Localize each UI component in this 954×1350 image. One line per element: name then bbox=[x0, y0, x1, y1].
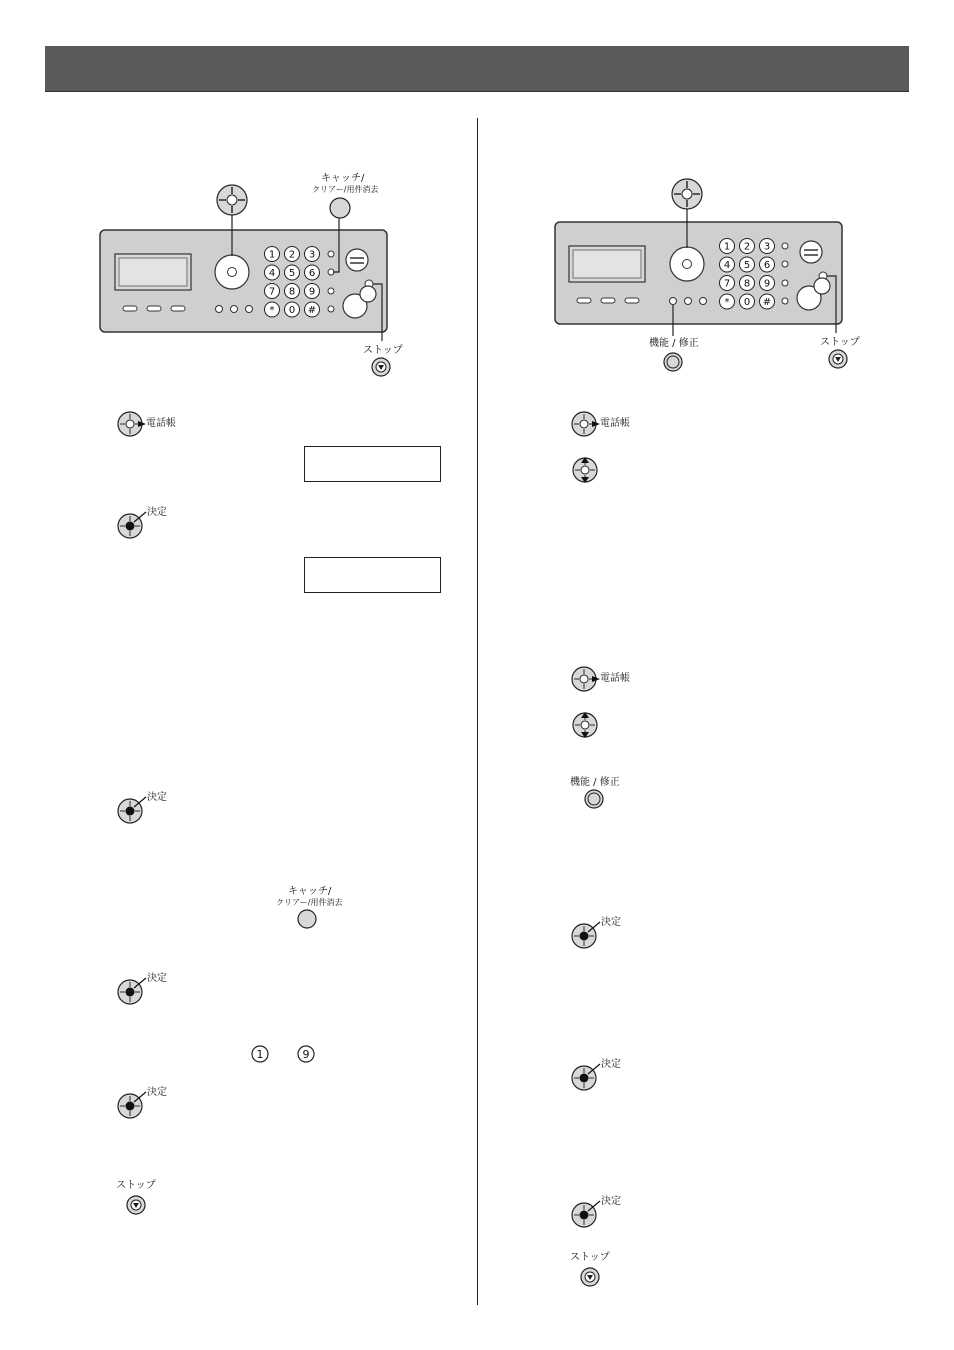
clear-label: クリアー/用件消去 bbox=[276, 898, 343, 907]
stop-button[interactable] bbox=[828, 349, 848, 369]
key-label: 1 bbox=[256, 1048, 264, 1061]
key-11-button[interactable] bbox=[740, 294, 755, 309]
navigator-icon bbox=[671, 178, 703, 210]
key-label: 8 bbox=[743, 278, 751, 290]
key-label: 3 bbox=[308, 249, 316, 261]
key-label: 9 bbox=[302, 1048, 310, 1061]
key-9-button[interactable] bbox=[760, 276, 775, 291]
key-label: 0 bbox=[288, 305, 296, 316]
func-label: 機能 / 修正 bbox=[570, 777, 620, 788]
key-8-button[interactable] bbox=[740, 276, 755, 291]
key-6-button[interactable] bbox=[760, 257, 775, 272]
key-4-button[interactable] bbox=[720, 257, 735, 272]
catch-label: キャッチ/ bbox=[288, 886, 332, 897]
fax-panel-body bbox=[555, 222, 842, 324]
navigator-up-down-icon[interactable] bbox=[570, 710, 600, 740]
stop-button[interactable] bbox=[580, 1267, 600, 1287]
navigator-decide-icon[interactable] bbox=[570, 1062, 602, 1092]
stop-label: ストップ bbox=[570, 1252, 610, 1263]
key-label: 8 bbox=[288, 286, 296, 298]
key-label: 6 bbox=[763, 260, 771, 271]
key-label: 9 bbox=[308, 286, 316, 298]
phonebook-label: 電話帳 bbox=[600, 418, 630, 429]
navigator-decide-icon[interactable] bbox=[570, 920, 602, 950]
key-3-button[interactable] bbox=[760, 239, 775, 254]
key-label: 9 bbox=[763, 278, 771, 290]
key-label: 1 bbox=[723, 241, 731, 253]
stop-label: ストップ bbox=[116, 1180, 156, 1191]
func-button[interactable] bbox=[663, 352, 683, 372]
navigator-decide-icon[interactable] bbox=[570, 1199, 602, 1229]
key-label: * bbox=[724, 297, 730, 308]
key-1-button[interactable] bbox=[720, 239, 735, 254]
navigator-phonebook-icon[interactable] bbox=[570, 409, 600, 439]
clear-label: クリアー/用件消去 bbox=[312, 185, 379, 194]
navigator-up-down-icon[interactable] bbox=[570, 455, 600, 485]
key-label: 4 bbox=[268, 268, 276, 279]
key-label: 6 bbox=[308, 268, 316, 279]
key-2-button[interactable] bbox=[740, 239, 755, 254]
decide-label: 決定 bbox=[147, 507, 167, 518]
key-label: # bbox=[307, 305, 317, 316]
key-label: 0 bbox=[743, 297, 751, 308]
stop-label: ストップ bbox=[820, 337, 860, 348]
decide-label: 決定 bbox=[147, 1087, 167, 1098]
stop-label: ストップ bbox=[363, 345, 403, 356]
key-10-button[interactable] bbox=[720, 294, 735, 309]
key-label: 3 bbox=[763, 241, 771, 253]
key-7-button[interactable] bbox=[720, 276, 735, 291]
key-label: # bbox=[762, 297, 772, 308]
key-label: 5 bbox=[743, 260, 751, 271]
func-button[interactable] bbox=[584, 789, 604, 809]
decide-label: 決定 bbox=[601, 917, 621, 928]
key-label: 2 bbox=[288, 249, 296, 261]
decide-label: 決定 bbox=[601, 1196, 621, 1207]
key-label: 4 bbox=[723, 260, 731, 271]
catch-label: キャッチ/ bbox=[321, 173, 365, 184]
phonebook-label: 電話帳 bbox=[600, 673, 630, 684]
key-label: 2 bbox=[743, 241, 751, 253]
key-12-button[interactable] bbox=[760, 294, 775, 309]
key-label: 5 bbox=[288, 268, 296, 279]
key-label: 7 bbox=[268, 286, 276, 298]
navigator-phonebook-icon[interactable] bbox=[570, 664, 600, 694]
key-5-button[interactable] bbox=[740, 257, 755, 272]
phonebook-label: 電話帳 bbox=[146, 418, 176, 429]
decide-label: 決定 bbox=[147, 792, 167, 803]
func-label: 機能 / 修正 bbox=[649, 338, 699, 349]
key-label: * bbox=[269, 305, 275, 316]
decide-label: 決定 bbox=[147, 973, 167, 984]
key-label: 7 bbox=[723, 278, 731, 290]
key-label: 1 bbox=[268, 249, 276, 261]
decide-label: 決定 bbox=[601, 1059, 621, 1070]
